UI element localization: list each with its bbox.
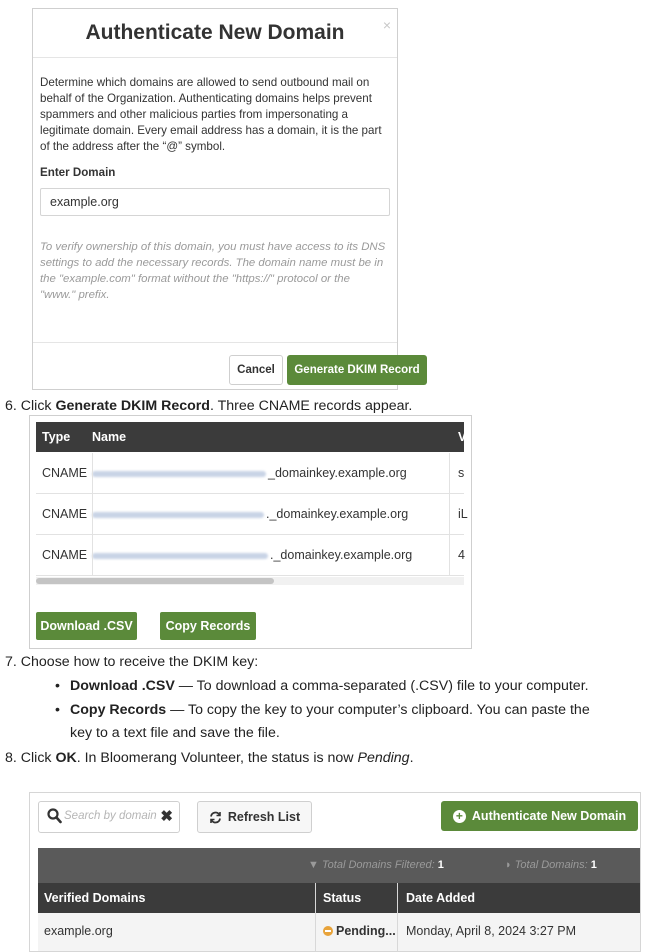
step-7: 7. Choose how to receive the DKIM key: (5, 654, 259, 670)
row-name (92, 548, 412, 562)
step-6-rest: . Three CNAME records appear. (209, 398, 413, 414)
row-domain: example.org (44, 924, 113, 938)
close-icon[interactable]: × (382, 17, 391, 33)
enter-domain-label: Enter Domain (40, 166, 116, 179)
row-type: CNAME (42, 466, 88, 480)
step-8-a: 8. Click (5, 750, 56, 766)
bullet-download-csv (55, 676, 589, 696)
authenticate-domain-modal (32, 8, 420, 390)
col-value: V (458, 430, 467, 444)
col-date-added: Date Added (406, 891, 475, 905)
authenticate-label: Authenticate New Domain (471, 809, 627, 823)
filtered-count (308, 859, 444, 871)
generate-dkim-button[interactable]: Generate DKIM Record (287, 355, 427, 385)
step-8 (5, 748, 414, 768)
step-8-b: . In Bloomerang Volunteer, the status is now (76, 750, 358, 766)
row-date: Monday, April 8, 2024 3:27 PM (406, 924, 577, 938)
table-row[interactable] (38, 913, 640, 951)
modal-title: Authenticate New Domain (85, 21, 345, 44)
refresh-list-button[interactable] (197, 801, 312, 833)
table-row (36, 535, 464, 576)
col-status: Status (323, 891, 362, 905)
search-input[interactable] (38, 801, 180, 833)
column-divider (449, 453, 450, 576)
column-divider (315, 883, 316, 951)
step-8-italic: Pending (357, 750, 410, 766)
bullet-icon: • (55, 702, 60, 718)
authenticate-new-domain-button[interactable] (441, 801, 638, 831)
row-status (323, 924, 396, 938)
bullet-1-bold: Download .CSV (70, 678, 175, 694)
domain-input[interactable]: example.org (40, 188, 390, 216)
step-6 (5, 396, 412, 416)
pending-icon (323, 926, 333, 936)
row-value: iL (458, 507, 468, 521)
row-value: s (458, 466, 465, 480)
modal-divider (33, 57, 397, 58)
refresh-icon (209, 811, 222, 824)
table-row (36, 453, 464, 494)
total-number: 1 (590, 859, 597, 871)
cancel-button[interactable]: Cancel (229, 355, 283, 385)
bullet-copy-records-cont: key to a text file and save the file. (70, 725, 280, 741)
copy-records-button[interactable]: Copy Records (160, 612, 256, 640)
total-count (505, 859, 597, 871)
scrollbar-thumb[interactable] (36, 578, 274, 584)
bullet-2-rest: — To copy the key to your computer’s clipboard. You can paste the (166, 702, 590, 718)
domain-list-panel (29, 792, 641, 952)
row-type: CNAME (42, 548, 88, 562)
domain-table-header (38, 883, 640, 913)
filtered-label: Total Domains Filtered: (321, 859, 435, 871)
col-name: Name (92, 430, 127, 444)
step-8-c: . (409, 750, 414, 766)
search-icon (47, 808, 62, 824)
modal-note: To verify ownership of this domain, you must have access to its DNS settings to add the necessary records. The domain name must be in the "example.com" format without the "https://" protocol or the "www." prefix. (40, 241, 386, 301)
step-8-bold: OK (55, 750, 77, 766)
col-verified-domains: Verified Domains (44, 891, 146, 905)
plus-circle-icon: + (453, 810, 466, 823)
column-divider (92, 453, 93, 576)
row-name-suffix: ._domainkey.example.org (270, 548, 413, 562)
col-type: Type (42, 430, 71, 444)
shield-icon: ◗ (505, 859, 512, 871)
row-name-suffix: ._domainkey.example.org (266, 507, 409, 521)
filter-summary-bar (38, 848, 640, 883)
modal-description: Determine which domains are allowed to send outbound mail on behalf of the Organization. Authenticating domains helps prevent spammers and other malicious parties from impersonating a legitimate domain. Every email address has a domain, it is the part of the address after the “@” symbol. (40, 76, 382, 153)
download-csv-button[interactable]: Download .CSV (36, 612, 137, 640)
table-row (36, 494, 468, 535)
bullet-1-rest: — To download a comma-separated (.CSV) file to your computer. (174, 678, 589, 694)
total-label: Total Domains: (514, 859, 588, 871)
step-6-text: 6. Click (5, 398, 56, 414)
search-placeholder: Search by domain (64, 810, 157, 822)
dkim-records-panel (29, 415, 472, 649)
clear-icon[interactable]: ✖ (160, 808, 173, 825)
row-name (92, 507, 408, 521)
column-divider (397, 883, 398, 951)
step-6-bold: Generate DKIM Record (55, 398, 210, 414)
row-name (92, 466, 407, 480)
row-value: 4 (458, 548, 465, 562)
row-name-suffix: _domainkey.example.org (268, 466, 407, 480)
refresh-label: Refresh List (227, 810, 301, 824)
dkim-table-header (36, 422, 467, 452)
filter-icon: ▼ (308, 859, 319, 871)
modal-footer-divider (33, 342, 397, 343)
bullet-2-bold: Copy Records (70, 702, 167, 718)
status-badge: Pending... (336, 924, 396, 938)
row-type: CNAME (42, 507, 88, 521)
bullet-icon: • (55, 678, 60, 694)
filtered-number: 1 (437, 859, 444, 871)
bullet-copy-records (55, 700, 590, 720)
